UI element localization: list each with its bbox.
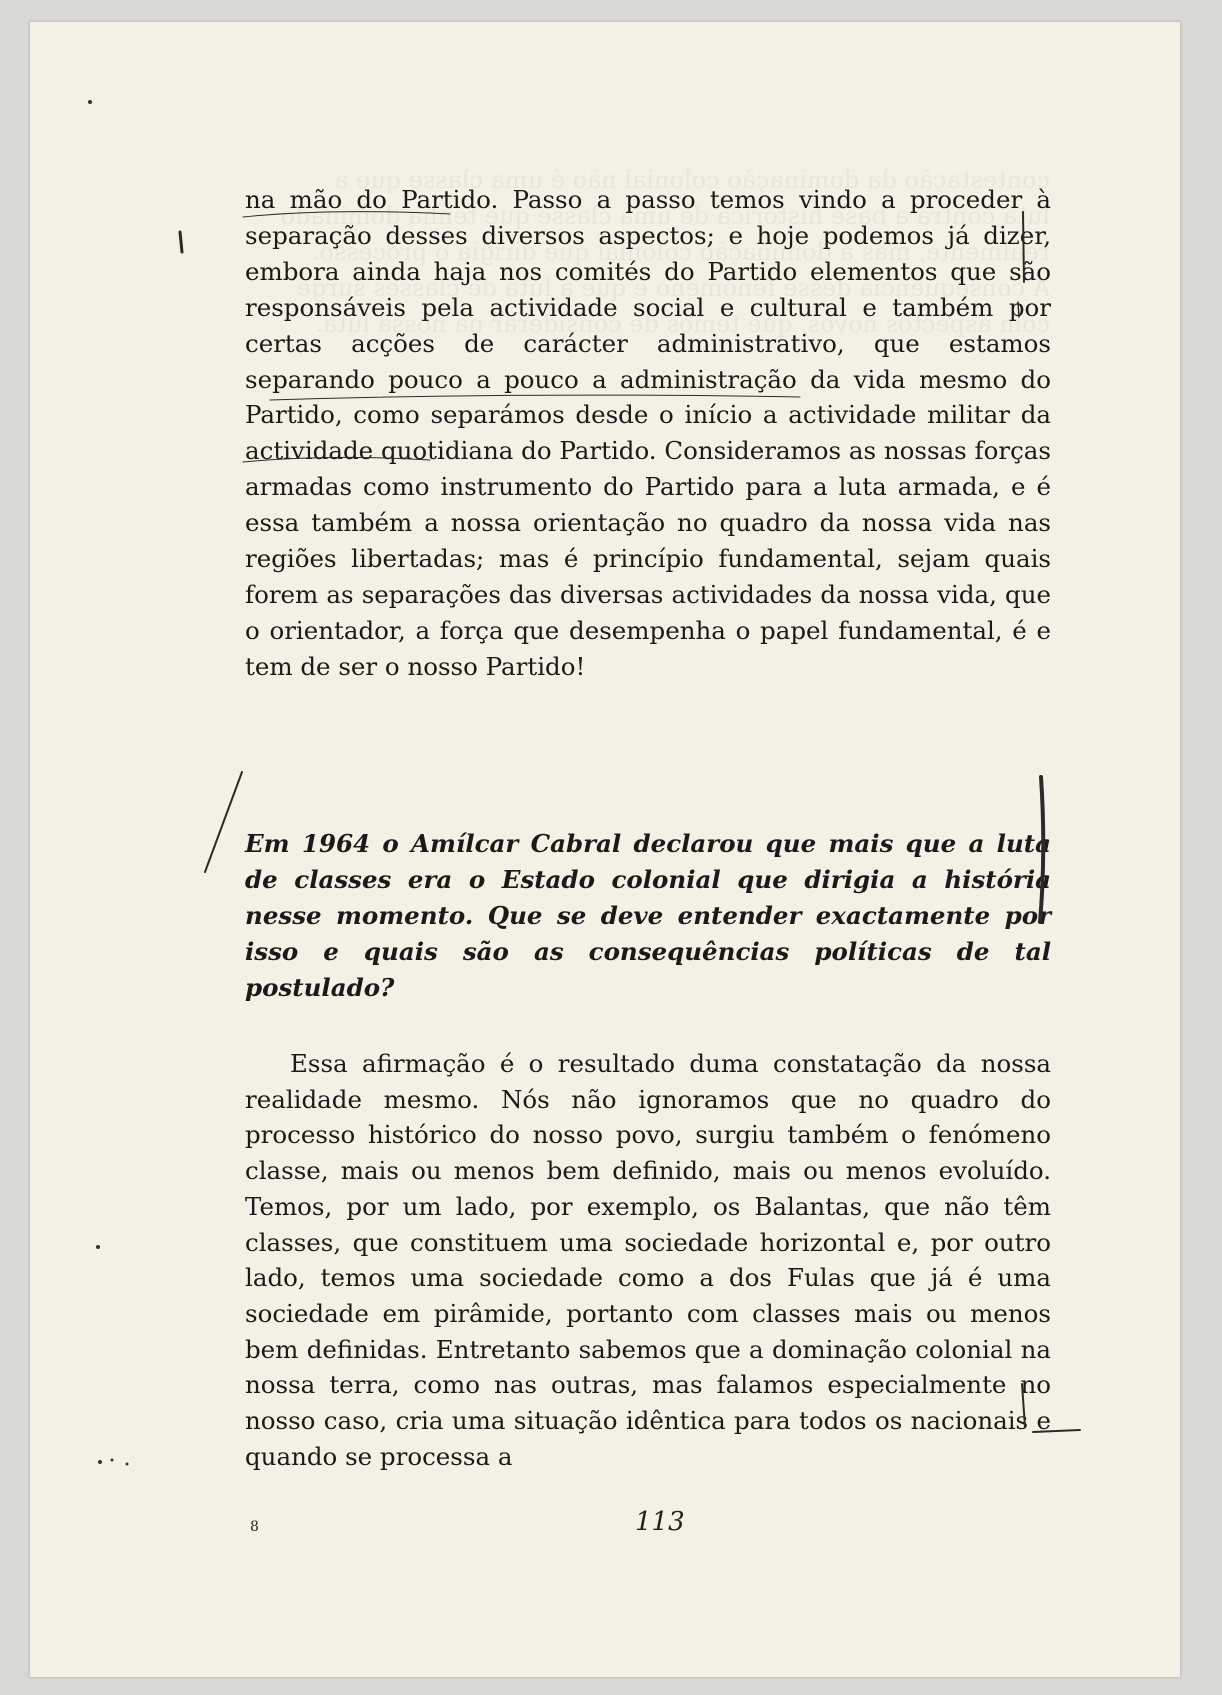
document-page <box>30 22 1180 1677</box>
margin-dot-mark <box>180 232 182 252</box>
question-slash-mark <box>205 772 242 872</box>
paragraph-text: Essa afirmação é o resultado duma constatação da nossa realidade mesmo. Nós não ignoramos que no quadro do processo histórico do nosso povo, surgiu também o fenómeno classe, mais ou menos bem definido, mais ou menos evoluído. Temos, por um lado, por exemplo, os Balantas, que não têm classes, que constituem uma sociedade horizontal e, por outro lado, temos uma sociedade como a dos Fulas que já é uma sociedade em pirâmide, portanto com classes mais ou menos bem definidas. Entretanto sabemos que a dominação colonial na nossa terra, como nas outras, mas falamos especialmente no nosso caso, cria uma situação idêntica para todos os nacionais e quando se processa a <box>245 1049 1051 1471</box>
question-text: Em 1964 o Amílcar Cabral declarou que mais que a luta de classes era o Estado colonial que dirigia a história nesse momento. Que se deve entender exactamente por isso e quais são as consequências políticas de tal postulado? <box>245 829 1051 1002</box>
body-paragraph-1 <box>245 182 1051 685</box>
interview-question <box>245 826 1051 1006</box>
signature-mark: 8 <box>250 1519 259 1535</box>
page-number: 113 <box>635 1507 685 1537</box>
paragraph-text: na mão do Partido. Passo a passo temos vindo a proceder à separação desses diversos aspectos; e hoje podemos já dizer, embora ainda haja nos comités do Partido elementos que são responsáveis pela actividade social e cultural e também por certas acções de carácter administrativo, que estamos separando pouco a pouco a administração da vida mesmo do Partido, como separámos desde o início a actividade militar da actividade quotidiana do Partido. Consideramos as nossas forças armadas como instrumento do Partido para a luta armada, e é essa também a nossa orientação no quadro da nossa vida nas regiões libertadas; mas é princípio fundamental, sejam quais forem as separações das diversas actividades da nossa vida, que o orientador, a força que desempenha o papel fundamental, é e tem de ser o nosso Partido! <box>245 185 1051 681</box>
body-paragraph-2 <box>245 1046 1051 1474</box>
